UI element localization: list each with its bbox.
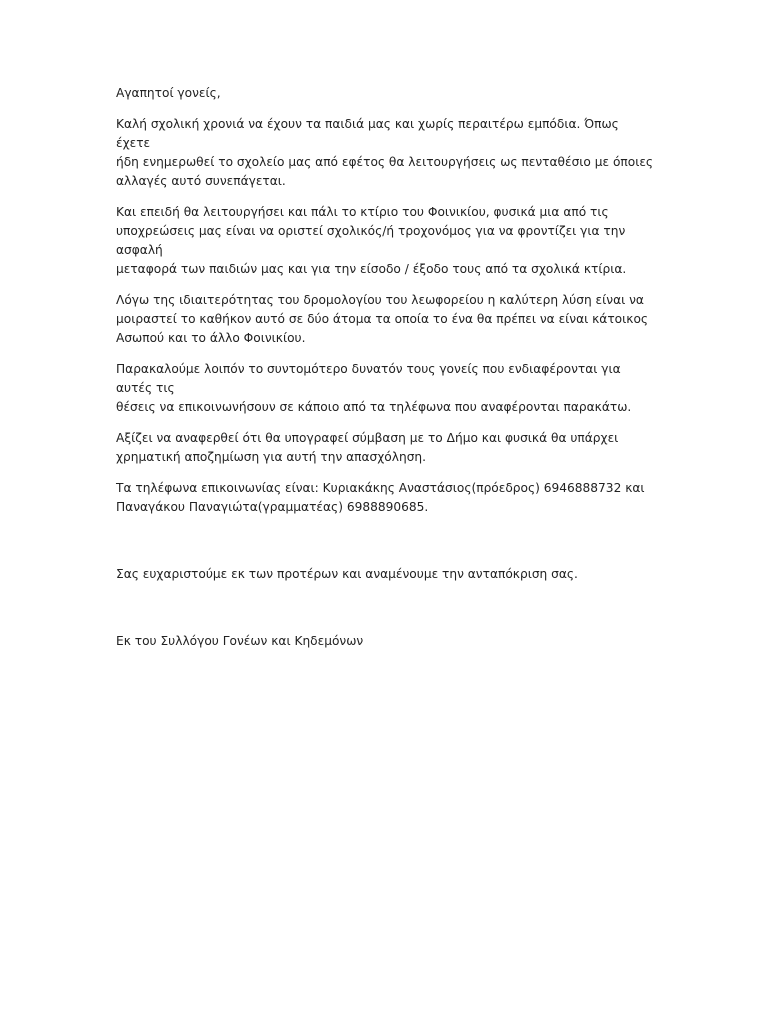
- paragraph-phone-numbers: Τα τηλέφωνα επικοινωνίας είναι: Κυριακάκης Αναστάσιος(πρόεδρος) 6946888732 και Παναγάκου Παναγιώτα(γραμματέας) 6988890685.: [116, 481, 645, 514]
- letter-body: [116, 84, 656, 651]
- paragraph-contract: Αξίζει να αναφερθεί ότι θα υπογραφεί σύμβαση με το Δήμο και φυσικά θα υπάρχει χρηματική αποζημίωση για αυτή την απασχόληση.: [116, 431, 619, 464]
- letter-greeting: Αγαπητοί γονείς,: [116, 86, 221, 100]
- paragraph-traffic-warden: Και επειδή θα λειτουργήσει και πάλι το κτίριο του Φοινικίου, φυσικά μια από τις υποχρεώσεις μας είναι να οριστεί σχολικός/ή τροχονόμος για να φροντίζει για την ασφαλή μεταφορά των παιδιών μας και για την είσοδο / έξοδο τους από τα σχολικά κτίρια.: [116, 205, 627, 276]
- paragraph-request-contact: Παρακαλούμε λοιπόν το συντομότερο δυνατόν τους γονείς που ενδιαφέρονται για αυτές τις θέσεις να επικοινωνήσουν σε κάποιο από τα τηλέφωνα που αναφέρονται παρακάτω.: [116, 362, 632, 414]
- letter-thanks: Σας ευχαριστούμε εκ των προτέρων και αναμένουμε την ανταπόκριση σας.: [116, 567, 578, 581]
- letter-signature: Εκ του Συλλόγου Γονέων και Κηδεμόνων: [116, 634, 364, 648]
- paragraph-bus-route: Λόγω της ιδιαιτερότητας του δρομολογίου του λεωφορείου η καλύτερη λύση είναι να μοιραστεί το καθήκον αυτό σε δύο άτομα τα οποία το ένα θα πρέπει να είναι κάτοικος Ασωπού και το άλλο Φοινικίου.: [116, 293, 649, 345]
- paragraph-school-year: Καλή σχολική χρονιά να έχουν τα παιδιά μας και χωρίς περαιτέρω εμπόδια. Όπως έχετε ήδη ενημερωθεί το σχολείο μας από εφέτος θα λειτουργήσεις ως πενταθέσιο με όποιες αλλαγές αυτό συνεπάγεται.: [116, 117, 654, 188]
